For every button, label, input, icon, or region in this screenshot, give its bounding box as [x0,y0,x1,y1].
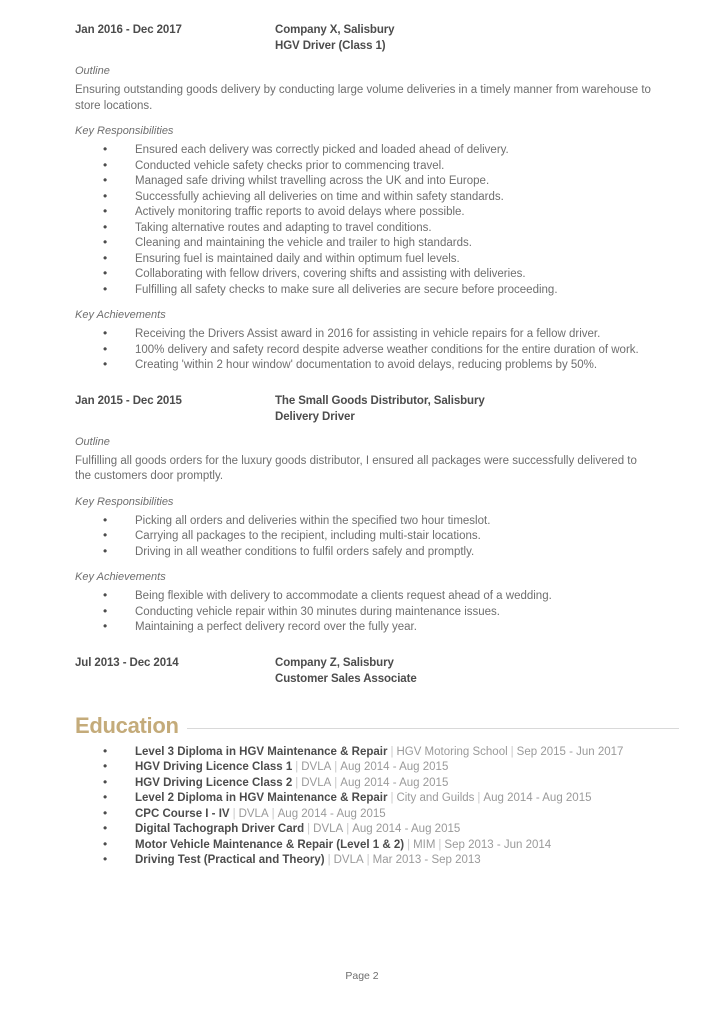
education-dates: Aug 2014 - Aug 2015 [277,807,386,820]
outline-text: Ensuring outstanding goods delivery by conducting large volume deliveries in a timely manner from warehouse to store locations. [75,84,651,112]
list-item: • Managed safe driving whilst travelling across the UK and into Europe. [75,174,679,190]
job-title: Delivery Driver [275,410,355,423]
job-title: HGV Driver (Class 1) [275,40,386,52]
education-institution: DVLA [301,776,332,789]
education-section-header [75,713,679,739]
achievements-list [75,327,679,374]
spacer [75,636,679,655]
list-item: • Receiving the Drivers Assist award in 2016 for assisting in vehicle repairs for a fellow driver. [75,327,679,343]
list-item [75,838,679,854]
education-dates: Sep 2013 - Jun 2014 [444,838,552,851]
education-institution: MIM [413,838,436,851]
education-qualification: HGV Driving Licence Class 2 [135,776,293,789]
separator: | [366,854,370,866]
list-item [75,776,679,792]
job-company-title [275,22,679,54]
list-item: • Maintaining a perfect delivery record over the fully year. [75,620,679,636]
list-item [75,791,679,807]
job-dates: Jan 2016 - Dec 2017 [75,24,182,36]
experience-entry [75,655,679,687]
list-item [75,853,679,869]
divider [187,728,679,729]
education-qualification: Level 3 Diploma in HGV Maintenance & Repair [135,745,388,758]
list-item: • Conducting vehicle repair within 30 minutes during maintenance issues. [75,605,679,621]
separator: | [438,838,442,851]
education-institution: DVLA [333,854,364,866]
list-item: • Cleaning and maintaining the vehicle and trailer to high standards. [75,236,679,252]
list-item: • Driving in all weather conditions to fulfil orders safely and promptly. [75,545,679,561]
separator: | [346,823,350,835]
responsibilities-label: Key Responsibilities [75,495,174,508]
separator: | [232,807,236,820]
spacer [75,374,679,393]
job-header [75,655,679,687]
experience-entry [75,393,679,636]
separator: | [477,792,481,804]
education-dates: Aug 2014 - Aug 2015 [340,761,449,773]
outline-label: Outline [75,65,110,77]
experience-entry [75,22,679,374]
list-item: • Creating 'within 2 hour window' documentation to avoid delays, reducing problems by 50%. [75,358,679,374]
job-dates: Jul 2013 - Dec 2014 [75,656,179,669]
job-header [75,22,679,54]
education-qualification: Motor Vehicle Maintenance & Repair (Level 1 & 2) [135,838,405,851]
education-institution: DVLA [301,761,332,773]
education-qualification: HGV Driving Licence Class 1 [135,761,293,773]
education-institution: HGV Motoring School [396,745,508,758]
achievements-list [75,589,679,636]
education-institution: DVLA [313,823,344,835]
list-item [75,760,679,776]
job-company-title [275,393,679,425]
list-item: • Successfully achieving all deliveries on time and within safety standards. [75,190,679,206]
job-title: Customer Sales Associate [275,672,417,685]
separator: | [295,761,299,773]
list-item [75,745,679,761]
list-item: • Collaborating with fellow drivers, covering shifts and assisting with deliveries. [75,267,679,283]
separator: | [307,823,311,835]
education-institution: DVLA [238,807,269,820]
separator: | [334,776,338,789]
separator: | [327,854,331,866]
separator: | [271,807,275,820]
job-dates: Jan 2015 - Dec 2015 [75,394,182,407]
list-item: • Ensuring fuel is maintained daily and within optimum fuel levels. [75,252,679,268]
list-item: • 100% delivery and safety record despite adverse weather conditions for the entire duration of work. [75,343,679,359]
responsibilities-list [75,514,679,561]
education-list [75,745,679,869]
list-item: • Fulfilling all safety checks to make sure all deliveries are secure before proceeding. [75,283,679,299]
list-item: • Being flexible with delivery to accommodate a clients request ahead of a wedding. [75,589,679,605]
list-item: • Taking alternative routes and adapting to travel conditions. [75,221,679,237]
education-qualification: Driving Test (Practical and Theory) [135,854,325,866]
job-company: Company X, Salisbury [275,24,395,36]
achievements-label: Key Achievements [75,309,166,321]
separator: | [334,761,338,773]
education-qualification: CPC Course I - IV [135,807,230,820]
education-dates: Aug 2014 - Aug 2015 [352,823,461,835]
list-item [75,807,679,823]
job-header [75,393,679,425]
list-item: • Picking all orders and deliveries within the specified two hour timeslot. [75,514,679,530]
page-title: Education [75,712,179,738]
page-footer: Page 2 [345,970,379,982]
separator: | [510,745,514,758]
list-item: • Ensured each delivery was correctly picked and loaded ahead of delivery. [75,143,679,159]
separator: | [390,745,394,758]
outline-text: Fulfilling all goods orders for the luxury goods distributor, I ensured all packages were successfully delivered to the customers door promptly. [75,454,637,482]
list-item: • Carrying all packages to the recipient, including multi-stair locations. [75,529,679,545]
job-company-title [275,655,679,687]
education-dates: Sep 2015 - Jun 2017 [516,745,624,758]
education-dates: Mar 2013 - Sep 2013 [372,854,481,866]
responsibilities-label: Key Responsibilities [75,125,174,137]
list-item: • Actively monitoring traffic reports to avoid delays where possible. [75,205,679,221]
job-company: The Small Goods Distributor, Salisbury [275,394,485,407]
separator: | [295,776,299,789]
separator: | [407,838,411,851]
responsibilities-list [75,143,679,298]
education-institution: City and Guilds [396,792,475,804]
job-company: Company Z, Salisbury [275,656,394,669]
separator: | [390,792,394,804]
education-qualification: Level 2 Diploma in HGV Maintenance & Repair [135,792,388,804]
education-dates: Aug 2014 - Aug 2015 [483,792,592,804]
education-qualification: Digital Tachograph Driver Card [135,823,305,835]
list-item: • Conducted vehicle safety checks prior to commencing travel. [75,159,679,175]
list-item [75,822,679,838]
education-dates: Aug 2014 - Aug 2015 [340,776,449,789]
achievements-label: Key Achievements [75,571,166,583]
outline-label: Outline [75,435,110,448]
